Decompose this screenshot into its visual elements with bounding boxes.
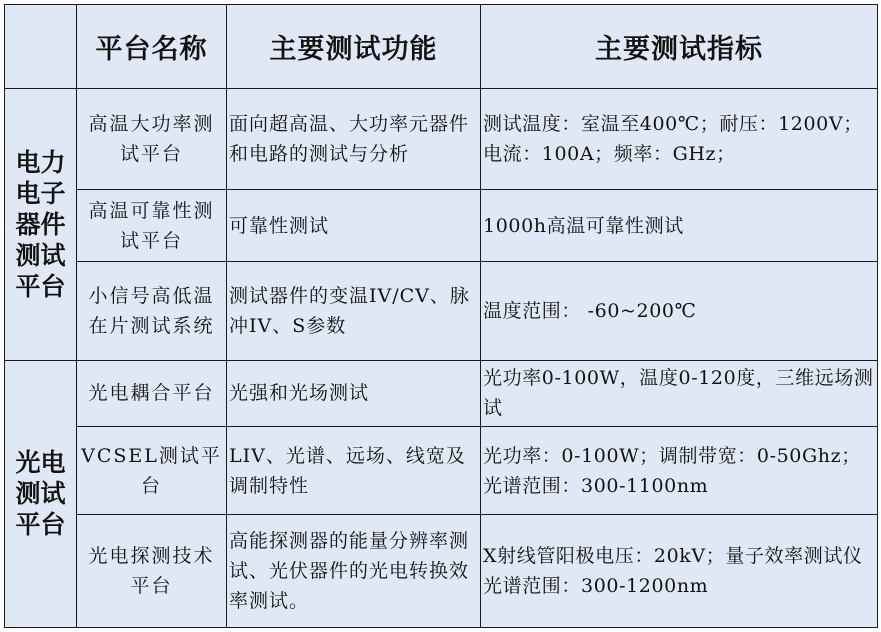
platform-name: 高温大功率测试平台: [77, 89, 227, 189]
platform-name: 小信号高低温在片测试系统: [77, 262, 227, 360]
group-label-text: 光电测试平台: [15, 448, 66, 540]
table-container: [4, 4, 877, 628]
platform-metric: 光功率：0-100W；调制带宽：0-50Ghz；光谱范围：300-1100nm: [481, 427, 878, 515]
platform-function: 高能探测器的能量分辨率测试、光伏器件的光电转换效率测试。: [227, 515, 481, 628]
platform-metric: 温度范围： -60~200℃: [481, 262, 878, 360]
platform-function: 面向超高温、大功率元器件和电路的测试与分析: [227, 89, 481, 189]
platform-function: 测试器件的变温IV/CV、脉冲IV、S参数: [227, 262, 481, 360]
platform-function: 可靠性测试: [227, 189, 481, 261]
header-main-function: 主要测试功能: [227, 5, 481, 89]
platform-name: 光电耦合平台: [77, 360, 227, 426]
table-row: [5, 89, 878, 189]
platform-metric: 1000h高温可靠性测试: [481, 189, 878, 261]
table-row: [5, 360, 878, 426]
platform-function: LIV、光谱、远场、线宽及调制特性: [227, 427, 481, 515]
table-row: [5, 427, 878, 515]
platform-name: 高温可靠性测试平台: [77, 189, 227, 261]
header-main-metric: 主要测试指标: [481, 5, 878, 89]
platform-name: 光电探测技术平台: [77, 515, 227, 628]
table-row: [5, 189, 878, 261]
platform-function: 光强和光场测试: [227, 360, 481, 426]
platform-metric: 光功率0-100W，温度0-120度，三维远场测试: [481, 360, 878, 426]
platform-name: VCSEL测试平台: [77, 427, 227, 515]
platform-metric: 测试温度：室温至400℃；耐压：1200V；电流：100A；频率：GHz；: [481, 89, 878, 189]
header-empty-cell: [5, 5, 77, 89]
platform-metric: X射线管阳极电压：20kV；量子效率测试仪光谱范围：300-1200nm: [481, 515, 878, 628]
table-row: [5, 262, 878, 360]
header-platform-name: 平台名称: [77, 5, 227, 89]
test-platform-table: [4, 4, 878, 628]
group-label-power-electronics: [5, 89, 77, 360]
header-row: [5, 5, 878, 89]
group-label-optoelectronic: [5, 360, 77, 627]
table-row: [5, 515, 878, 628]
group-label-text: 电力电子器件测试平台: [15, 148, 66, 302]
